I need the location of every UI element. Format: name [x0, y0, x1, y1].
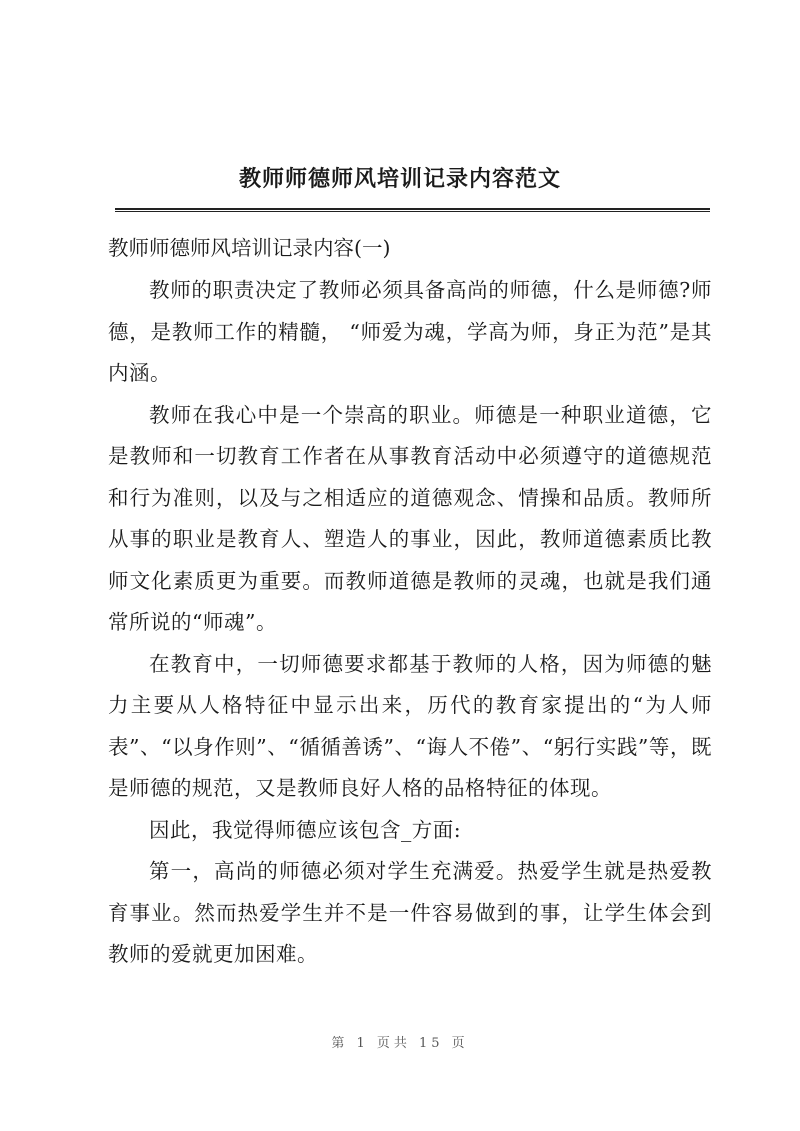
section-heading: 教师师德师风培训记录内容(一) — [108, 236, 391, 260]
page-number-footer: 第 1 页共 15 页 — [331, 1036, 469, 1051]
document-title: 教师师德师风培训记录内容范文 — [238, 166, 561, 192]
paragraph: 教师的职责决定了教师必须具备高尚的师德，什么是师德?师德，是教师工作的精髓， “师爱为魂，学高为师，身正为范”是其内涵。 — [108, 278, 712, 385]
title-divider — [115, 208, 710, 212]
document-body — [108, 226, 712, 976]
paragraph: 教师在我心中是一个崇高的职业。师德是一种职业道德，它是教师和一切教育工作者在从事教育活动中必须遵守的道德规范和行为准则，以及与之相适应的道德观念、情操和品质。教师所从事的职业是教育人、塑造人的事业，因此，教师道德素质比教师文化素质更为重要。而教师道德是教师的灵魂，也就是我们通常所说的“师魂”。 — [108, 402, 712, 634]
paragraph: 第一，高尚的师德必须对学生充满爱。热爱学生就是热爱教育事业。然而热爱学生并不是一件容易做到的事，让学生体会到教师的爱就更加困难。 — [108, 859, 712, 966]
paragraph: 在教育中，一切师德要求都基于教师的人格，因为师德的魅力主要从人格特征中显示出来，历代的教育家提出的“为人师表”、“以身作则”、“循循善诱”、“诲人不倦”、“躬行实践”等，既是师德的规范，又是教师良好人格的品格特征的体现。 — [108, 651, 712, 800]
paragraph: 因此，我觉得师德应该包含_方面: — [149, 817, 462, 842]
